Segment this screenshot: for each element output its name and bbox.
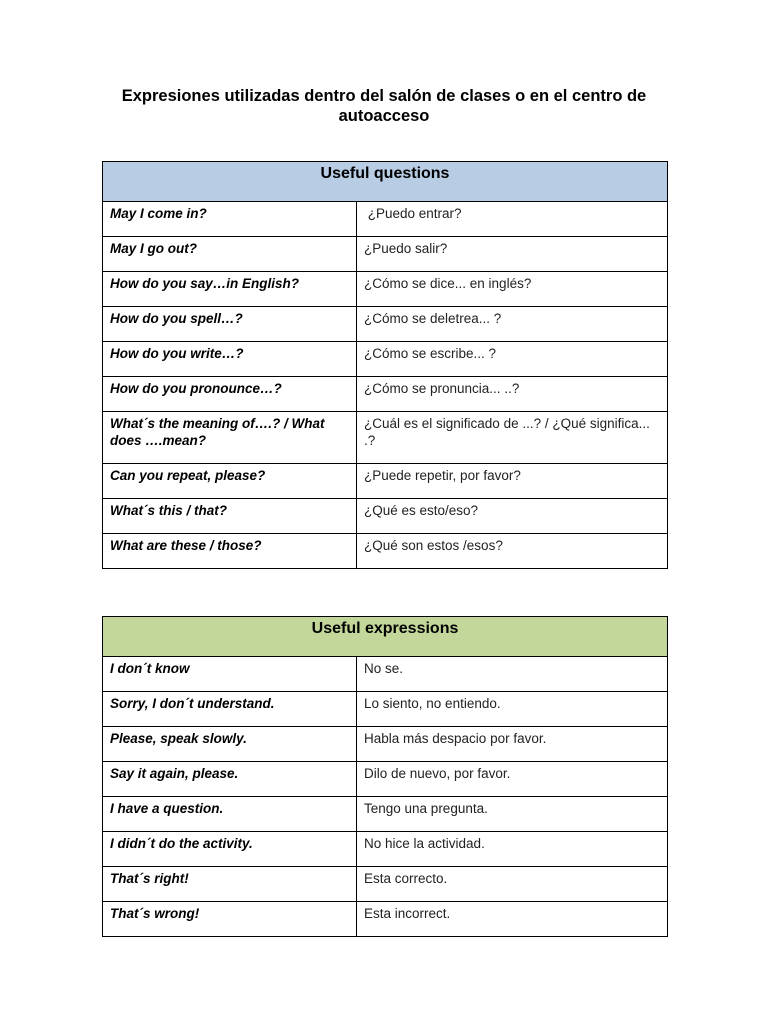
spanish-translation: ¿Puedo salir? [357, 237, 668, 272]
english-phrase: That´s right! [103, 867, 357, 902]
table-header-row [103, 617, 668, 657]
english-phrase: Can you repeat, please? [103, 464, 357, 499]
spanish-translation: No se. [357, 657, 668, 692]
useful-questions-heading: Useful questions [103, 162, 668, 202]
spanish-translation: ¿Qué son estos /esos? [357, 534, 668, 569]
spanish-translation: Habla más despacio por favor. [357, 727, 668, 762]
english-phrase: That´s wrong! [103, 902, 357, 937]
english-phrase: Please, speak slowly. [103, 727, 357, 762]
english-phrase: Sorry, I don´t understand. [103, 692, 357, 727]
spanish-translation: ¿Qué es esto/eso? [357, 499, 668, 534]
spanish-translation: ¿Cómo se deletrea... ? [357, 307, 668, 342]
document-title: Expresiones utilizadas dentro del salón de clases o en el centro de autoacceso [121, 87, 647, 125]
table-row [103, 692, 668, 727]
table-row [103, 797, 668, 832]
table-row [103, 464, 668, 499]
table-header-row [103, 162, 668, 202]
table-row [103, 657, 668, 692]
english-phrase: How do you write…? [103, 342, 357, 377]
spanish-translation: Esta incorrect. [357, 902, 668, 937]
spanish-translation: ¿Puede repetir, por favor? [357, 464, 668, 499]
table-row [103, 237, 668, 272]
spanish-translation: ¿Cómo se pronuncia... ..? [357, 377, 668, 412]
english-phrase: I don´t know [103, 657, 357, 692]
english-phrase: What are these / those? [103, 534, 357, 569]
spanish-translation: Dilo de nuevo, por favor. [357, 762, 668, 797]
table-row [103, 762, 668, 797]
table-row [103, 832, 668, 867]
table-row [103, 272, 668, 307]
spanish-translation: ¿Cómo se dice... en inglés? [357, 272, 668, 307]
english-phrase: I didn´t do the activity. [103, 832, 357, 867]
english-phrase: May I go out? [103, 237, 357, 272]
table-row [103, 499, 668, 534]
english-phrase: What´s this / that? [103, 499, 357, 534]
table-row [103, 342, 668, 377]
spanish-translation: ¿Cuál es el significado de ...? / ¿Qué significa... .? [357, 412, 668, 464]
spanish-translation: Lo siento, no entiendo. [357, 692, 668, 727]
english-phrase: How do you say…in English? [103, 272, 357, 307]
spanish-translation: ¿Puedo entrar? [357, 202, 668, 237]
english-phrase: How do you pronounce…? [103, 377, 357, 412]
spanish-translation: Esta correcto. [357, 867, 668, 902]
spanish-translation: ¿Cómo se escribe... ? [357, 342, 668, 377]
useful-expressions-heading: Useful expressions [103, 617, 668, 657]
table-row [103, 377, 668, 412]
table-row [103, 307, 668, 342]
table-row [103, 902, 668, 937]
spanish-translation: Tengo una pregunta. [357, 797, 668, 832]
english-phrase: I have a question. [103, 797, 357, 832]
table-row [103, 867, 668, 902]
english-phrase: May I come in? [103, 202, 357, 237]
table-row [103, 412, 668, 464]
english-phrase: Say it again, please. [103, 762, 357, 797]
spanish-translation: No hice la actividad. [357, 832, 668, 867]
english-phrase: How do you spell…? [103, 307, 357, 342]
table-row [103, 534, 668, 569]
useful-expressions-table [102, 616, 668, 937]
table-row [103, 202, 668, 237]
table-row [103, 727, 668, 762]
english-phrase: What´s the meaning of….? / What does ….mean? [103, 412, 357, 464]
useful-questions-table [102, 161, 668, 569]
